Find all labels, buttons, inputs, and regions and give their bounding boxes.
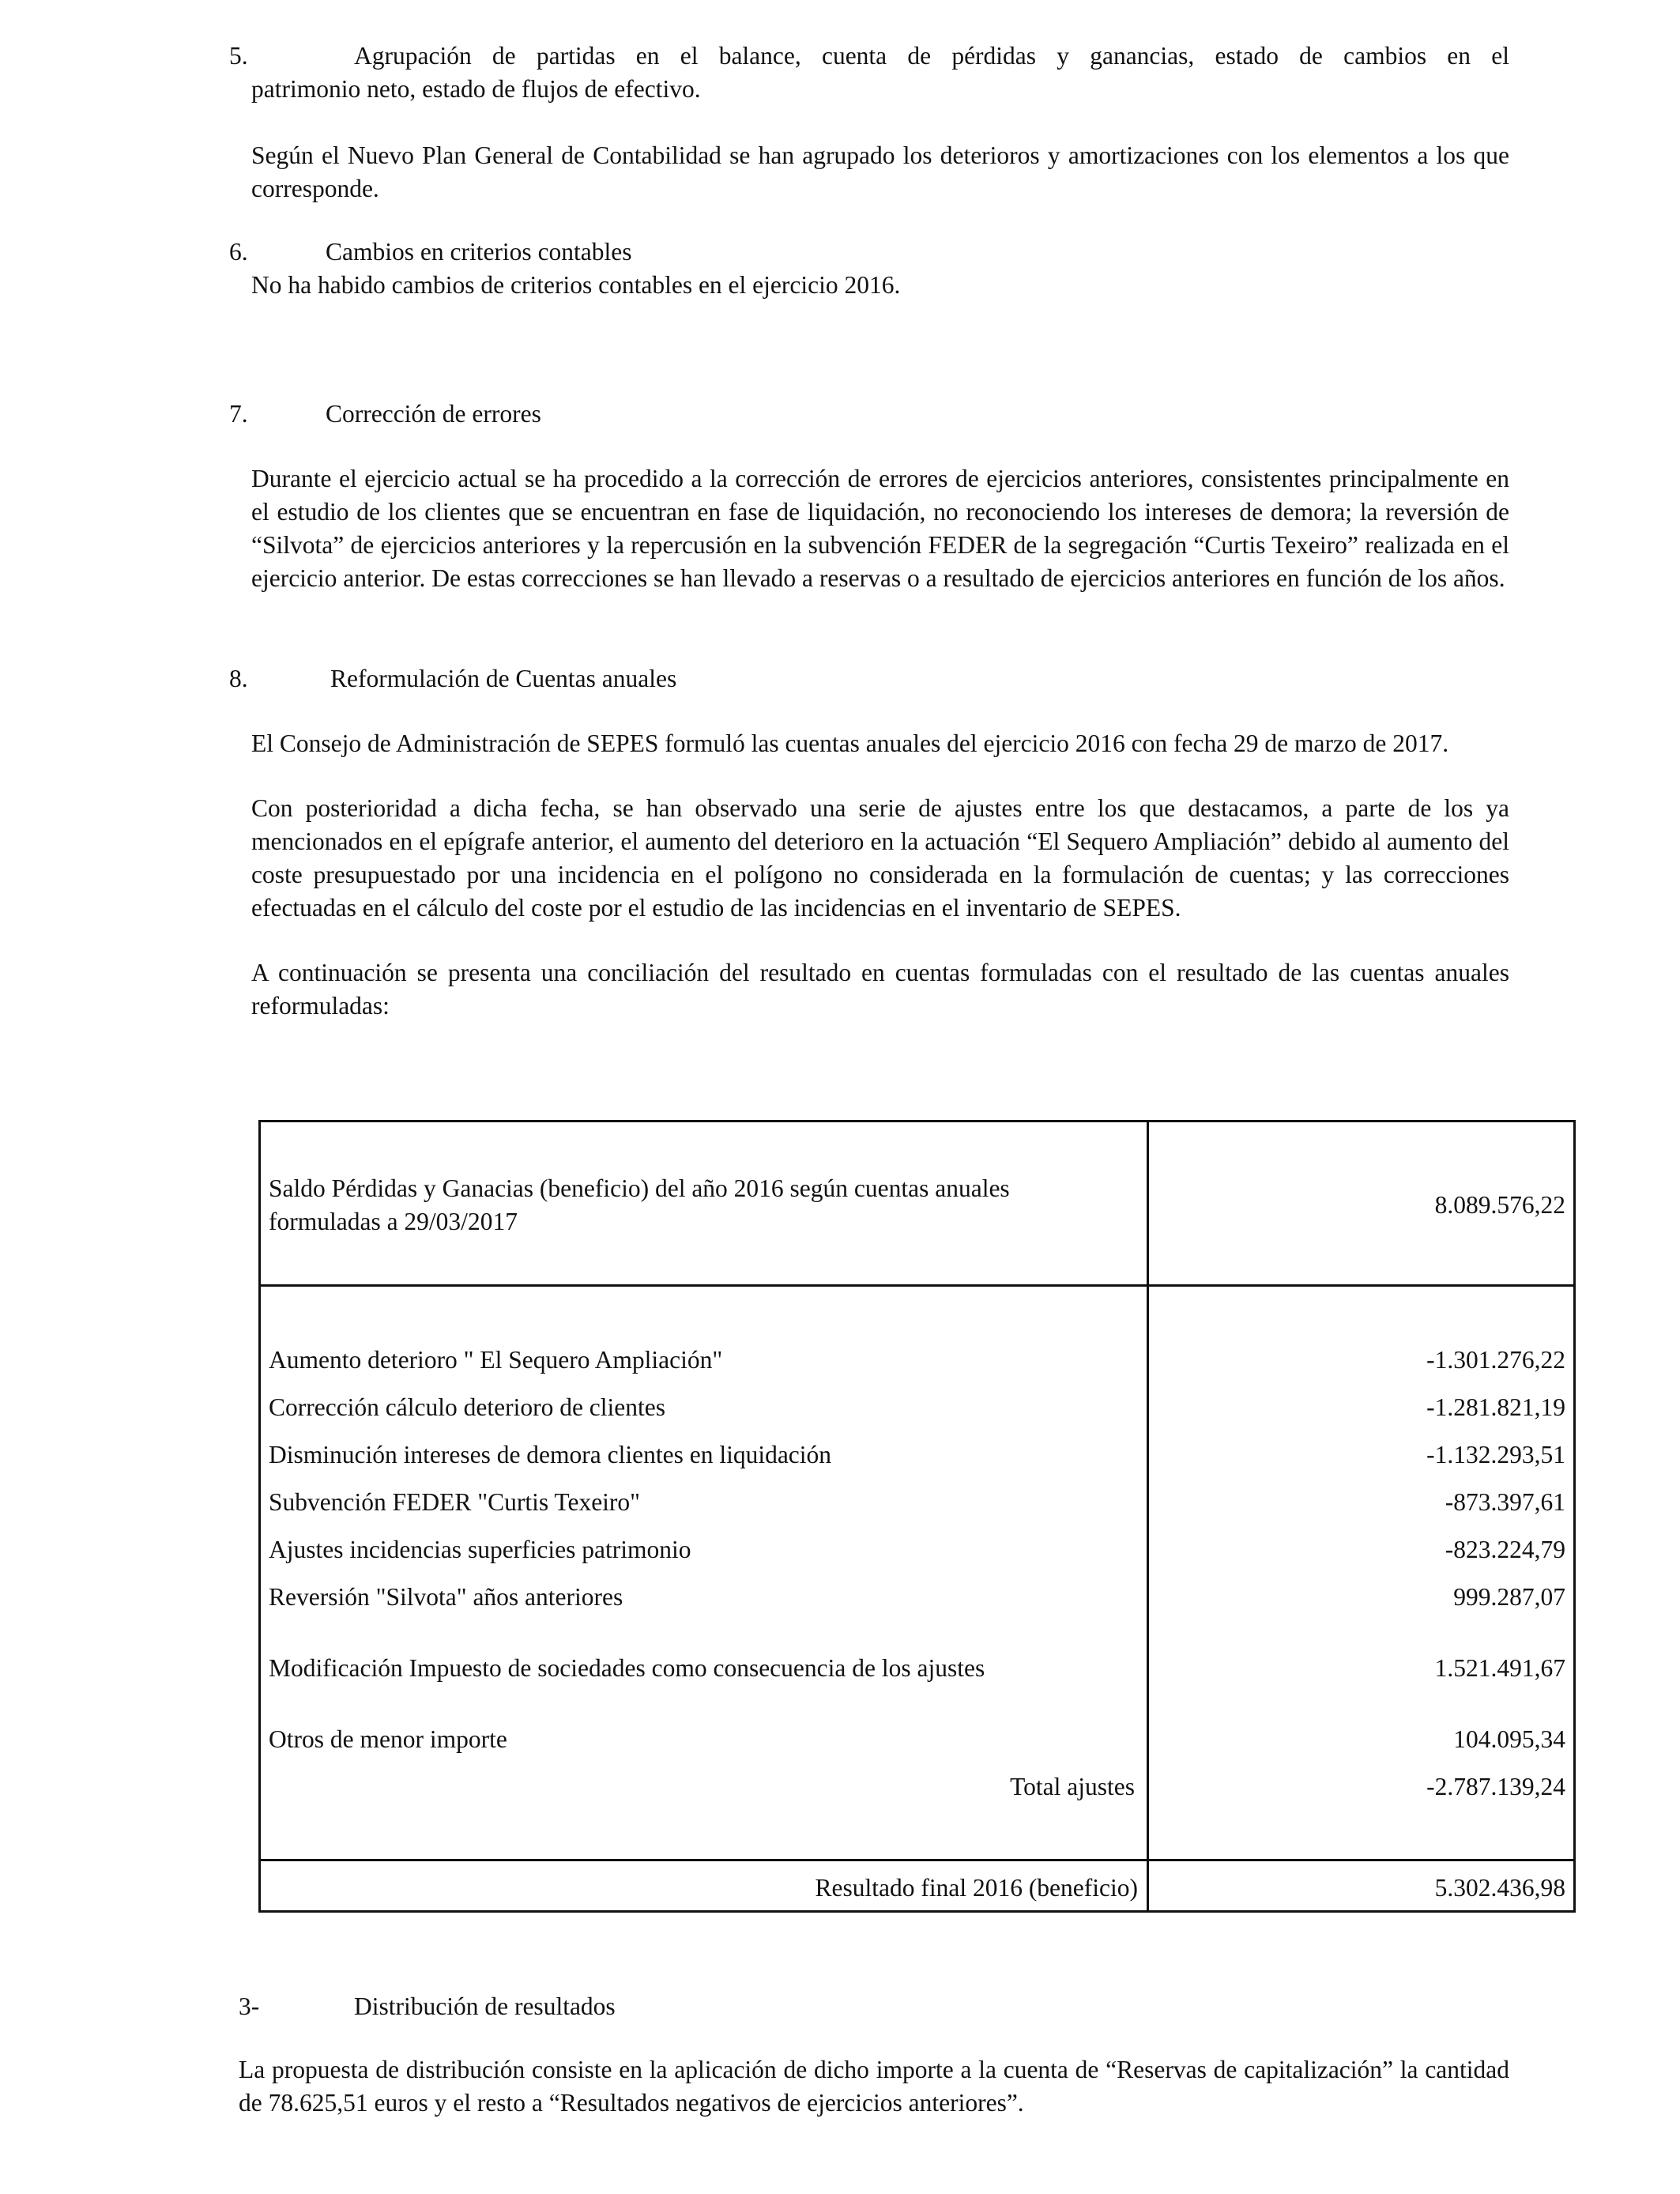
section-heading-cont: patrimonio neto, estado de flujos de efectivo. — [251, 75, 701, 103]
total-adjustments-label: Total ajustes — [1010, 1773, 1135, 1800]
table-row-value: -823.224,79 — [1445, 1536, 1565, 1563]
table-row-value: 999.287,07 — [1453, 1583, 1565, 1611]
total-adjustments-value: -2.787.139,24 — [1426, 1773, 1565, 1800]
final-result-value: 5.302.436,98 — [1434, 1874, 1565, 1902]
table-row-label: Ajustes incidencias superficies patrimonio — [269, 1536, 691, 1563]
section-3 — [229, 1990, 1509, 2120]
section-paragraph: Con posterioridad a dicha fecha, se han observado una serie de ajustes entre los que destacamos, a parte de los ya mencionados en el epígrafe anterior, el aumento del deterioro en la actuación “El Sequero Ampliación” debido al aumento del coste presupuestado por una incidencia en el polígono no considerada en la formulación de cuentas; y las correcciones efectuadas en el cálculo del coste por el estudio de las incidencias en el inventario de SEPES. — [251, 794, 1509, 922]
section-5 — [229, 40, 1509, 205]
section-paragraph: El Consejo de Administración de SEPES formuló las cuentas anuales del ejercicio 2016 con fecha 29 de marzo de 2017. — [251, 729, 1449, 757]
section-heading: Distribución de resultados — [354, 1992, 616, 2020]
section-number: 3- — [239, 1992, 260, 2020]
table-row-label: Disminución intereses de demora clientes en liquidación — [269, 1441, 832, 1468]
final-result-label: Resultado final 2016 (beneficio) — [815, 1874, 1138, 1902]
table-row-value: -1.281.821,19 — [1426, 1393, 1565, 1421]
table-row-label: Modificación Impuesto de sociedades como consecuencia de los ajustes — [269, 1654, 985, 1682]
section-3-heading — [229, 1990, 1509, 2023]
table-row-label: Aumento deterioro " El Sequero Ampliación" — [269, 1346, 723, 1374]
section-5-heading — [229, 40, 1509, 73]
section-heading: Cambios en criterios contables — [326, 238, 632, 266]
section-heading: Reformulación de Cuentas anuales — [330, 665, 677, 692]
section-paragraph: Durante el ejercicio actual se ha procedido a la corrección de errores de ejercicios anteriores, consistentes principalmente en el estudio de los clientes que se encuentran en fase de liquidación, no reconociendo los intereses de demora; la reversión de “Silvota” de ejercicios anteriores y la repercusión en la subvención FEDER de la segregación “Curtis Texeiro” realizada en el ejercicio anterior. De estas correcciones se han llevado a reservas o a resultado de ejercicios anteriores en función de los años. — [251, 465, 1509, 592]
section-number: 6. — [229, 238, 248, 266]
section-paragraph: Según el Nuevo Plan General de Contabilidad se han agrupado los deterioros y amortizaciones con los elementos a los que corresponde. — [251, 141, 1509, 202]
section-paragraph: No ha habido cambios de criterios contables en el ejercicio 2016. — [251, 271, 901, 299]
section-6 — [229, 236, 1509, 302]
section-8 — [229, 662, 1509, 1023]
table-row-value: 104.095,34 — [1453, 1725, 1565, 1753]
section-paragraph: A continuación se presenta una conciliación del resultado en cuentas formuladas con el resultado de las cuentas anuales reformuladas: — [251, 959, 1509, 1020]
table-divider-bottom — [258, 1859, 1576, 1861]
table-row-label: Corrección cálculo deterioro de clientes — [269, 1393, 666, 1421]
table-row-label: Reversión "Silvota" años anteriores — [269, 1583, 623, 1611]
section-paragraph: La propuesta de distribución consiste en la aplicación de dicho importe a la cuenta de “Reservas de capitalización” la cantidad de 78.625,51 euros y el resto a “Resultados negativos de ejercicios anteriores”. — [239, 2056, 1509, 2117]
table-row-value: -1.132.293,51 — [1426, 1441, 1565, 1468]
section-number: 8. — [229, 665, 248, 692]
table-row-label: Otros de menor importe — [269, 1725, 507, 1753]
table-row-value: 1.521.491,67 — [1434, 1654, 1565, 1682]
table-row-value: -1.301.276,22 — [1426, 1346, 1565, 1374]
section-heading: Agrupación de partidas en el balance, cuenta de pérdidas y ganancias, estado de cambios en el — [354, 42, 1509, 70]
section-7 — [229, 398, 1509, 595]
table-divider-top — [258, 1284, 1576, 1287]
section-number: 5. — [229, 42, 248, 70]
opening-label-line1: Saldo Pérdidas y Ganacias (beneficio) del año 2016 según cuentas anuales — [269, 1174, 1010, 1202]
section-number: 7. — [229, 400, 248, 428]
opening-balance-label — [269, 1172, 1010, 1238]
section-8-heading — [229, 662, 1509, 696]
section-7-heading — [229, 398, 1509, 431]
opening-balance-value: 8.089.576,22 — [1434, 1191, 1565, 1219]
opening-label-line2: formuladas a 29/03/2017 — [269, 1208, 518, 1235]
section-6-heading — [229, 236, 1509, 269]
table-row-value: -873.397,61 — [1445, 1488, 1565, 1516]
table-column-divider — [1147, 1120, 1149, 1913]
section-heading: Corrección de errores — [326, 400, 541, 428]
table-row-label: Subvención FEDER "Curtis Texeiro" — [269, 1488, 641, 1516]
